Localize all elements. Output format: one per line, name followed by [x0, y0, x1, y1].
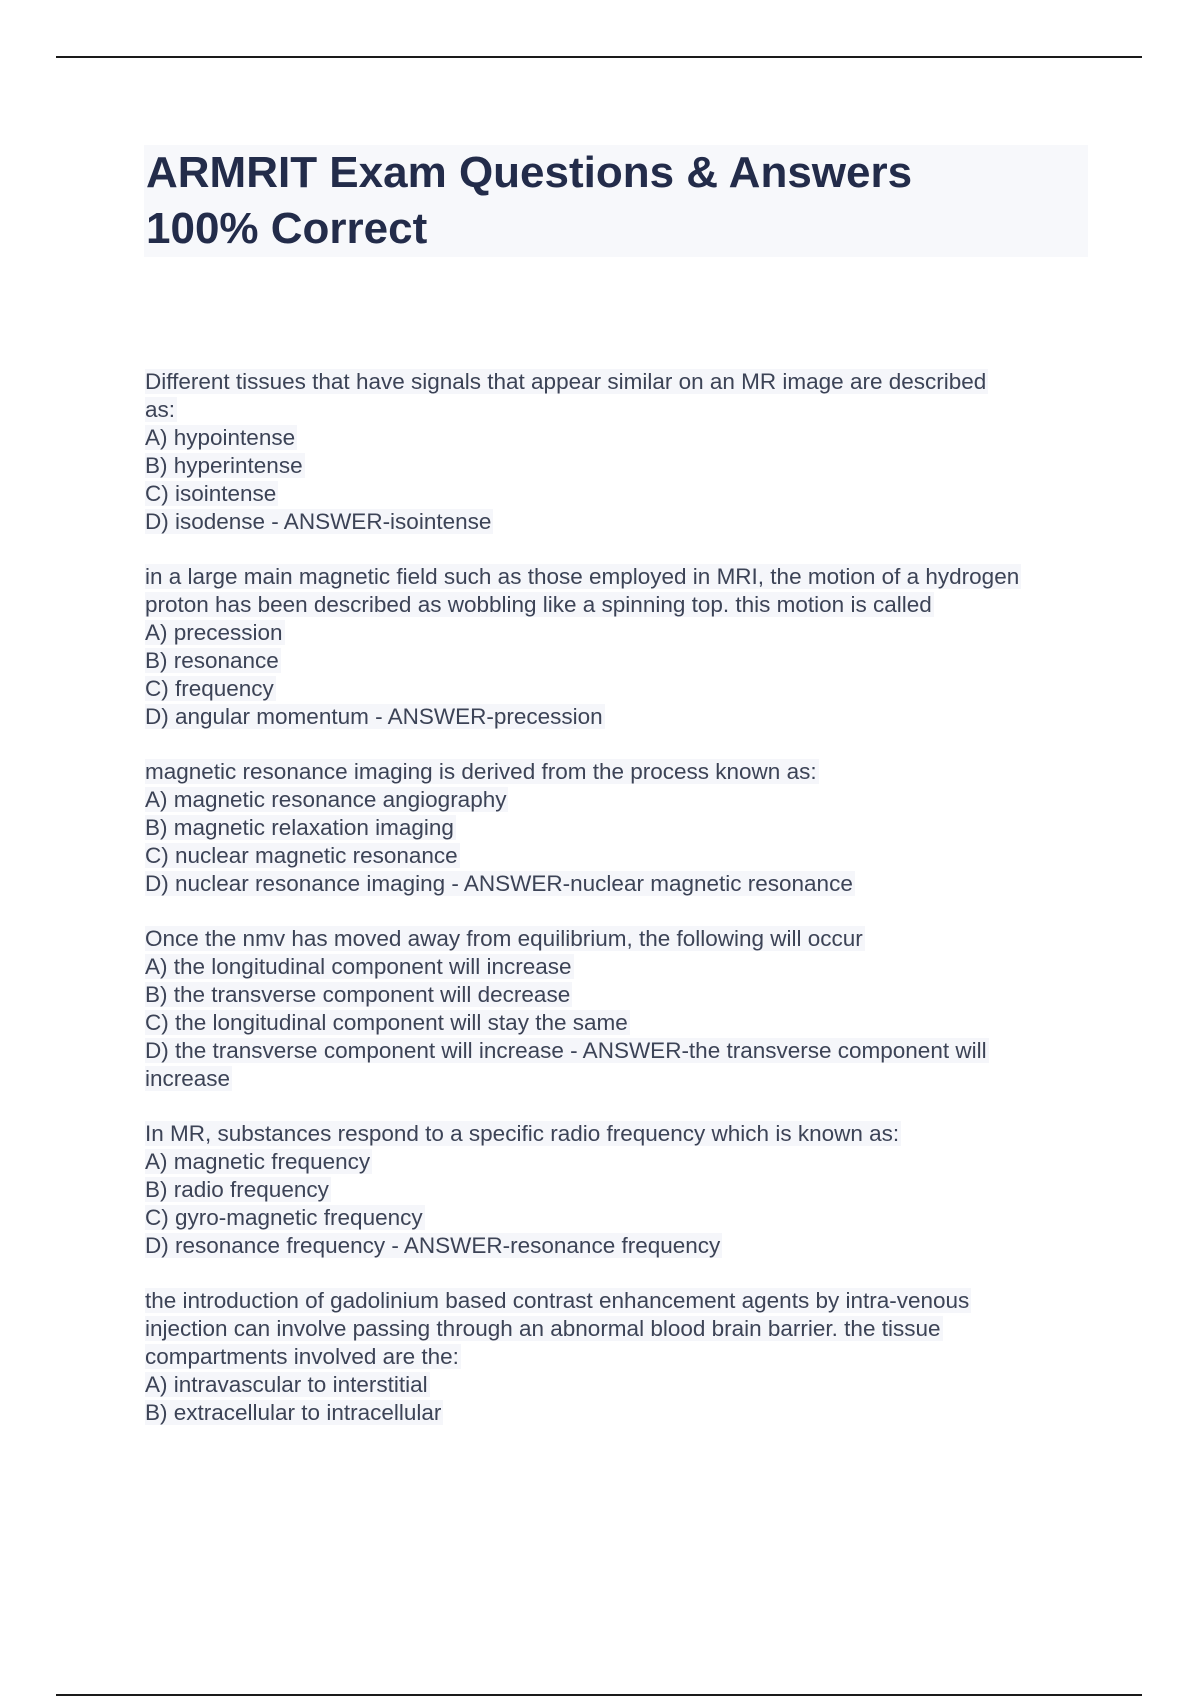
- question-5-option-c: C) gyro-magnetic frequency: [145, 1205, 423, 1230]
- question-1-option-c: C) isointense: [145, 481, 277, 506]
- question-4-option-d-answer: D) the transverse component will increase - ANSWER-the transverse component will: [145, 1038, 987, 1063]
- question-2-line-1: in a large main magnetic field such as those employed in MRI, the motion of a hydrogen: [145, 564, 1020, 589]
- question-3-option-a: A) magnetic resonance angiography: [145, 787, 507, 812]
- question-2-option-b: B) resonance: [145, 648, 279, 673]
- question-2-option-c: C) frequency: [145, 676, 274, 701]
- question-4-option-a: A) the longitudinal component will increase: [145, 954, 572, 979]
- question-4-option-c: C) the longitudinal component will stay the same: [145, 1010, 628, 1035]
- question-6-option-b: B) extracellular to intracellular: [145, 1400, 442, 1425]
- question-1-line-1: Different tissues that have signals that appear similar on an MR image are described: [145, 369, 987, 394]
- question-6: [145, 1287, 1105, 1427]
- question-2-option-d-answer: D) angular momentum - ANSWER-precession: [145, 704, 603, 729]
- question-5: [145, 1120, 1105, 1260]
- question-3-option-d-answer: D) nuclear resonance imaging - ANSWER-nuclear magnetic resonance: [145, 871, 853, 896]
- question-4-option-b: B) the transverse component will decrease: [145, 982, 571, 1007]
- question-5-option-d-answer: D) resonance frequency - ANSWER-resonance frequency: [145, 1233, 721, 1258]
- question-3: [145, 758, 1105, 898]
- question-4-answer-continued: increase: [145, 1066, 231, 1091]
- question-1-option-d-answer: D) isodense - ANSWER-isointense: [145, 509, 492, 534]
- top-rule: [56, 56, 1142, 58]
- question-6-line-2: injection can involve passing through an abnormal blood brain barrier. the tissue: [145, 1316, 941, 1341]
- question-6-line-1: the introduction of gadolinium based contrast enhancement agents by intra-venous: [145, 1288, 970, 1313]
- question-3-option-c: C) nuclear magnetic resonance: [145, 843, 458, 868]
- question-list: [145, 368, 1105, 1454]
- document-title: [144, 145, 1088, 257]
- question-3-line-1: magnetic resonance imaging is derived from the process known as:: [145, 759, 817, 784]
- question-4-line-1: Once the nmv has moved away from equilibrium, the following will occur: [145, 926, 863, 951]
- question-5-option-b: B) radio frequency: [145, 1177, 329, 1202]
- bottom-rule: [56, 1694, 1142, 1696]
- question-4: [145, 925, 1105, 1093]
- title-line-1: ARMRIT Exam Questions & Answers: [146, 148, 913, 197]
- question-1-option-b: B) hyperintense: [145, 453, 303, 478]
- question-1-line-2: as:: [145, 397, 176, 422]
- question-5-line-1: In MR, substances respond to a specific radio frequency which is known as:: [145, 1121, 900, 1146]
- question-2-line-2: proton has been described as wobbling like a spinning top. this motion is called: [145, 592, 932, 617]
- question-6-option-a: A) intravascular to interstitial: [145, 1372, 428, 1397]
- question-2-option-a: A) precession: [145, 620, 283, 645]
- question-3-option-b: B) magnetic relaxation imaging: [145, 815, 454, 840]
- question-6-line-3: compartments involved are the:: [145, 1344, 459, 1369]
- question-1: [145, 368, 1105, 536]
- title-line-2: 100% Correct: [146, 204, 428, 253]
- question-2: [145, 563, 1105, 731]
- question-5-option-a: A) magnetic frequency: [145, 1149, 371, 1174]
- question-1-option-a: A) hypointense: [145, 425, 296, 450]
